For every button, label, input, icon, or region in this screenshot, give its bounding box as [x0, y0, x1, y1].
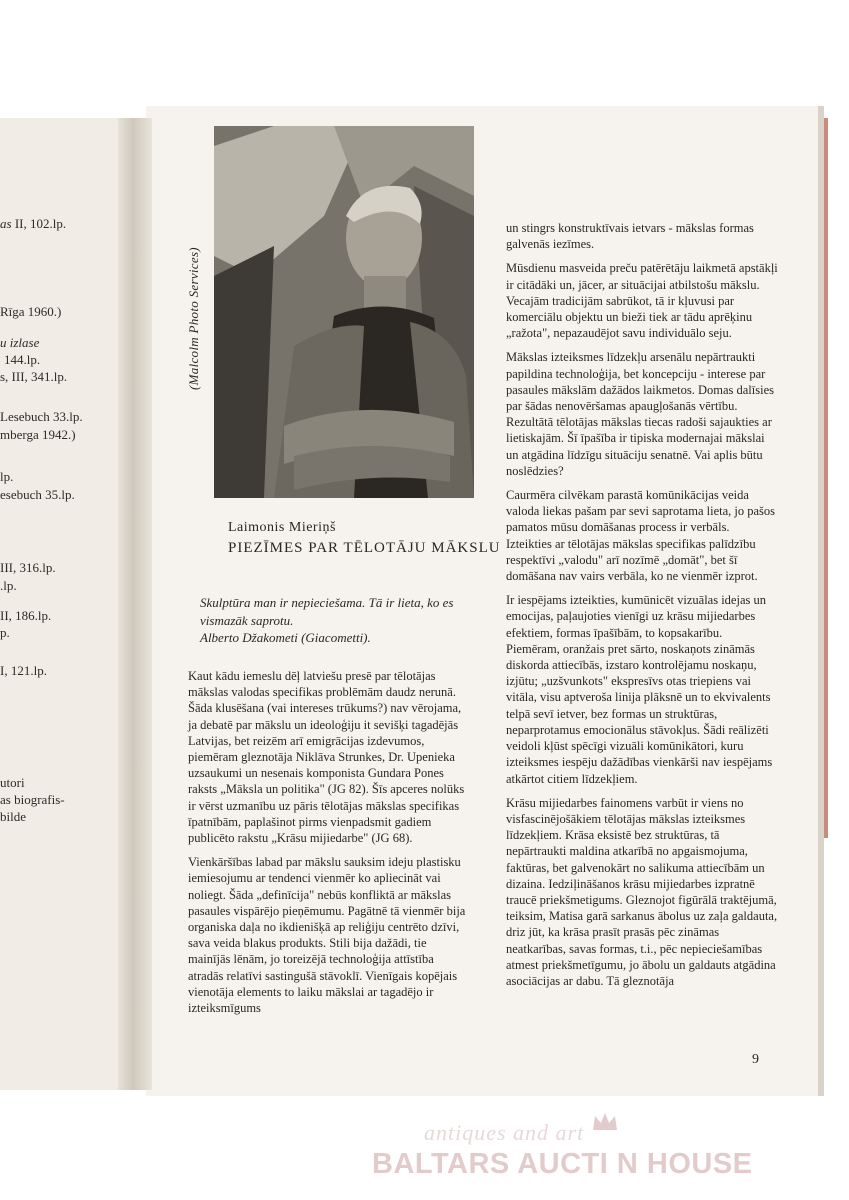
paragraph: un stingrs konstruktīvais ietvars - mākslas formas galvenās iezīmes. — [506, 221, 754, 252]
left-page-line: 144.lp. — [4, 352, 41, 367]
paragraph: Kaut kādu iemeslu dēļ latviešu presē par tēlotājas mākslas valodas specifikas problēmām daudz nerunā. Šāda klusēšana (vai intereses trūkums?) nav vērojama, ja debatē par mākslu un ideoloģiju it sevišķi tagadējās Latvijas, bet reizēm arī emigrācijas izdevumos, piemēram gleznotāja Niklāva Strunkes, Dr. Upenieka uzsaukumi un nesenais komponista Gundara Pones raksts „Māksla un politika" (JG 82). Šīs apceres nolūks ir vērst uzmanību uz pāris tēlotājas mākslas specifikas īpatnībām, paplašinot pirms vienpadsmit gadiem publicēto rakstu „Krāsu mijiedarbe" (JG 68). — [188, 669, 465, 846]
article-author: Laimonis Mieriņš — [228, 520, 336, 535]
left-page — [0, 118, 132, 1090]
article-column-right — [506, 220, 778, 997]
left-page-line: I, 121.lp. — [0, 663, 47, 678]
crown-icon — [592, 1112, 618, 1132]
page-number: 9 — [752, 1052, 759, 1067]
article-column-left — [188, 668, 468, 1024]
left-page-line: as biografis- — [0, 792, 65, 807]
epigraph-quote: Skulptūra man ir nepieciešama. Tā ir lieta, ko es vismazāk saprotu. — [200, 595, 454, 628]
paragraph: Mākslas izteiksmes līdzekļu arsenālu nepārtraukti papildina technoloģija, bet koncepciju - interese par pasaules mākslām dažādos laikmetos. Domas dalīsies par šādas nenovēršamas apaugļošanās vērtību. Rezultātā tēlotājas mākslas tiecas radoši sajaukties ar lietiskajām. Šī īpašība ir tipiska modernajai mākslai un atgādina līdzīgu situāciju senatnē. Vai aplis būtu noslēdzies? — [506, 350, 774, 478]
paragraph: Mūsdienu masveida preču patērētāju laikmetā apstākļi ir citādāki un, jācer, ar situācijai atbilstošu mākslu. Vecajām tradicijām sabrūkot, tā ir kļuvusi par komerciālu objektu un bieži tiek ar tādu aprēķinu „ražota", nepazaudējot savu individuālo seju. — [506, 261, 778, 341]
left-page-line: III, 316.lp. — [0, 560, 56, 575]
paragraph: Ir iespējams izteikties, kumūnicēt vizuālas idejas un emocijas, paļaujoties vienīgi uz krāsu mijiedarbes efektiem, formas īpašībām, to kopsakarību. Piemēram, oranžais pret sārto, noskaņots zināmās diskorda attiecībās, izstaro kontrolējamu noskaņu, izjūtu; „uzšvunkots" ekspresīvs otas triepiens vai vitāla, visu aptverоša linija plāksnē un to ekvivalents telpā sevī ietver, bez formas un struktūras, neparprotamus emocionālus stāvokļus. Šādi reālizēti veidoli kļūst spēcīgi vizuāli komūnikātori, kuru izteiksmes iespēju dažādības vienkārši nav iespējams atkārtot citiem līdzekļiem. — [506, 593, 773, 786]
left-page-line: p. — [0, 625, 10, 640]
left-page-line: esebuch 35.lp. — [0, 487, 75, 502]
left-page-line: u izlase — [0, 335, 40, 350]
left-page-line: s, III, 341.lp. — [0, 369, 68, 384]
article-title: PIEZĪMES PAR TĒLOTĀJU MĀKSLU — [228, 540, 501, 556]
left-page-line: mberga 1942.) — [0, 427, 76, 442]
author-portrait-photo — [214, 126, 474, 498]
left-page-line: II, 186.lp. — [0, 608, 52, 623]
watermark-logo-text: BALTARS AUCTI N HOUSE — [372, 1148, 753, 1180]
paragraph: Vienkāršības labad par mākslu sauksim ideju plastisku iemiesojumu ar tendenci vienmēr ko apliecināt vai noliegt. Šāda „definīcija" nebūs konfliktā ar mākslas pasaules vispārējo pieņēmumu. Pagātnē tā vienmēr bija organiska daļa no ikdienišķā ap reliģiju centrēto dzīvi, sava veida blakus produkts. Stili bija dažādi, tie mainījās lēnām, jo toreizējā technoloģija attīstība atradās relatīvi sastingušā stāvoklī. Vienīgais kopējais vienotāja elements to laiku mākslai ar tagadējo ir izteiksmīgums — [188, 855, 466, 1016]
left-page-line: as II, 102.lp. — [0, 216, 67, 231]
portrait-drawing — [214, 126, 474, 498]
cover-edge — [824, 118, 828, 838]
left-page-line: utori — [0, 775, 25, 790]
left-page-line: bilde — [0, 809, 26, 824]
paragraph: Caurmēra cilvēkam parastā komūnikācijas veida valoda liekas pašam par sevi saprotama lieta, jo pašos pamatos mūsu domāšanas process ir verbāls. Izteikties ar tēlotājas mākslas specifikas palīdzību respektīvi „valodu" arī nozīmē „domāt", bet šī domāšana nav vairs verbāla, ko ne vienmēr izprot. — [506, 488, 776, 584]
photo-credit: (Malcolm Photo Services) — [186, 247, 201, 390]
left-page-line: .lp. — [0, 578, 17, 593]
epigraph-author: Alberto Džakometi (Giacometti). — [200, 630, 371, 645]
book-gutter — [118, 118, 152, 1090]
left-page-line: Rīga 1960.) — [0, 304, 62, 319]
left-page-line: Lesebuch 33.lp. — [0, 409, 83, 424]
watermark-tagline: antiques and art — [424, 1120, 585, 1145]
left-page-line: lp. — [0, 469, 14, 484]
paragraph: Krāsu mijiedarbes fainomens varbūt ir viens no visfascinējošākiem tēlotājas mākslas izteiksmes līdzekļiem. Krāsa eksistē bez struktūras, tā nepārtraukti maldina atkarībā no apgaismojuma, faktūras, bet galvenokārt no salikuma attiecībām un dizaina. Iedziļināšanos krāsu mijiedarbes izpratnē traucē priekšmetigums. Gleznojot figūrālā traktējumā, teiksim, Matisa garā sarkanus ābolus uz zaļa galdauta, driz jūt, ka krāsa prasīt prasās pēc zināmas neatkarības, savas formas, t.i., pēc nepieciešamības atmest priekšmetīgumu, jo ābolu un galdauts atgādina asociācijas ar dabu. Tā gleznotāja — [506, 795, 778, 988]
